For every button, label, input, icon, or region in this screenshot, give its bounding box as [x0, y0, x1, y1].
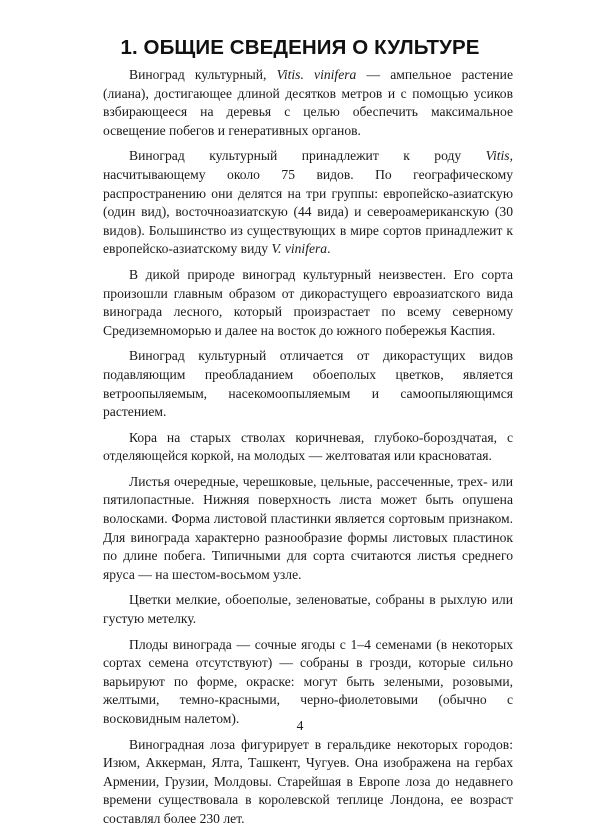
latin-term: Vitis — [485, 148, 510, 164]
text-run: Виноград культурный принадлежит к роду — [129, 148, 486, 164]
latin-term: V. vinifera — [271, 241, 328, 257]
text-run: , насчитывающему около 75 видов. По географическому распространению они делятся на три группы: европейско-азиатскую (один вид), восточноазиатскую (44 вида) и североамериканскую (30 видов). Большинство из существующих в мире сортов принадлежит к европейско-азиатскому виду — [103, 148, 513, 257]
chapter-heading: 1. ОБЩИЕ СВЕДЕНИЯ О КУЛЬТУРЕ — [120, 36, 480, 59]
body-paragraph — [103, 66, 513, 140]
text-run: Плоды винограда — сочные ягоды с 1–4 семенами (в некоторых сортах семена отсутствуют) — собраны в грозди, которые сильно варьируют по форме, окраске: могут быть зелеными, розовыми, желтыми, темно-красными, черно-фиолетовыми (обычно с восковидным налетом). — [103, 636, 513, 726]
text-run: Виноградная лоза фигурирует в геральдике некоторых городов: Изюм, Аккерман, Ялта, Ташкент, Чугуев. Она изображена на гербах Армении, Грузии, Молдовы. Старейшая в Европе лоза до недавнего времени существовала в королевской теплице Лондона, ее возраст составлял более 230 лет. — [103, 736, 513, 826]
text-run: В дикой природе виноград культурный неизвестен. Его сорта произошли главным образом от дикорастущего евроазиатского вида винограда лесного, который произрастает по всему северному Средиземноморью и далее на восток до южного побережья Каспия. — [103, 266, 513, 338]
text-run: Виноград культурный, — [129, 67, 277, 82]
body-paragraph — [103, 147, 513, 259]
text-run: Кора на старых стволах коричневая, глубоко-бороздчатая, с отделяющейся коркой, на молодых — желтоватая или красноватая. — [103, 429, 513, 464]
latin-term: Vitis. vinifera — [276, 67, 357, 82]
body-paragraph — [103, 429, 513, 466]
body-paragraph — [103, 636, 513, 729]
text-run: — ампельное растение (лиана), достигающее длиной десятков метров и с помощью усиков взбирающееся на деревья с целью обеспечить максимальное освещение побегов и генеративных органов. — [103, 67, 513, 138]
body-paragraph — [103, 347, 513, 421]
text-run: Листья очередные, черешковые, цельные, рассеченные, трех- или пятилопастные. Нижняя поверхность листа может быть опушена волосками. Форма листовой пластинки является сортовым признаком. Для винограда характерно разнообразие формы листовых пластинок по длине побега. Типичными для сорта считаются листья среднего яруса — на шестом-восьмом узле. — [103, 473, 513, 582]
text-run: Виноград культурный отличается от дикорастущих видов подавляющим преобладанием обоеполых цветков, является ветроопыляемым, насекомоопыляемым и самоопыляющимся растением. — [103, 348, 513, 420]
body-paragraph — [103, 473, 513, 585]
page-number: 4 — [296, 718, 304, 733]
body-paragraph — [103, 591, 513, 628]
text-run: . — [327, 241, 331, 257]
text-run: Цветки мелкие, обоеполые, зеленоватые, собраны в рыхлую или густую метелку. — [103, 592, 513, 627]
body-paragraph — [103, 266, 513, 340]
